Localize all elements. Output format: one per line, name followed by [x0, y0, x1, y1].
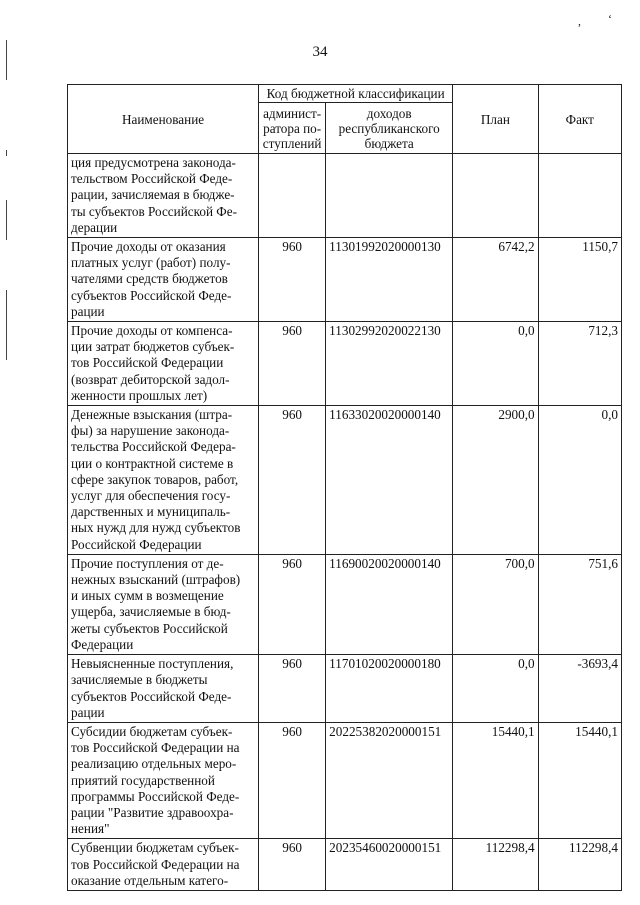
table-body	[68, 154, 622, 891]
page-number: 34	[312, 44, 328, 60]
cell-plan: 112298,4	[453, 839, 538, 891]
cell-plan: 700,0	[453, 554, 538, 654]
cell-fact: -3693,4	[538, 655, 621, 723]
cell-income-code: 11701020020000180	[326, 655, 453, 723]
cell-administrator: 960	[259, 406, 326, 555]
cell-name: Денежные взыскания (штра- фы) за нарушение законода- тельства Российской Федера- ции о контрактной системе в сфере закупок товаров, работ, услуг для обеспечения госу- дарственных и муниципаль- ных нужд для нужд субъектов Российской Федерации	[68, 406, 259, 555]
budget-table	[67, 84, 622, 891]
table-row	[68, 722, 622, 838]
cell-income-code: 20235460020000151	[326, 839, 453, 891]
cell-plan	[453, 154, 538, 238]
cell-plan: 2900,0	[453, 406, 538, 555]
cell-name: Прочие поступления от де- нежных взысканий (штрафов) и иных сумм в возмещение ущерба, зачисляемые в бюд- жеты субъектов Российской Федерации	[68, 554, 259, 654]
cell-fact: 0,0	[538, 406, 621, 555]
cell-name: Субсидии бюджетам субъек- тов Российской Федерации на реализацию отдельных меро- приятий государственной программы Российской Феде- рации "Развитие здравоохра- нения"	[68, 722, 259, 838]
header-plan: План	[453, 85, 538, 154]
cell-plan: 0,0	[453, 655, 538, 723]
table-row	[68, 238, 622, 322]
scan-dot: ,	[578, 14, 581, 28]
table-row	[68, 554, 622, 654]
cell-income-code: 20225382020000151	[326, 722, 453, 838]
cell-fact: 1150,7	[538, 238, 621, 322]
cell-fact: 751,6	[538, 554, 621, 654]
cell-fact: 15440,1	[538, 722, 621, 838]
table-row	[68, 322, 622, 406]
cell-name: Невыясненные поступления, зачисляемые в бюджеты субъектов Российской Феде- рации	[68, 655, 259, 723]
cell-administrator: 960	[259, 554, 326, 654]
cell-income-code: 11633020020000140	[326, 406, 453, 555]
cell-plan: 0,0	[453, 322, 538, 406]
cell-administrator: 960	[259, 322, 326, 406]
cell-fact: 712,3	[538, 322, 621, 406]
cell-income-code: 11690020020000140	[326, 554, 453, 654]
table-row	[68, 839, 622, 891]
header-kbk: Код бюджетной классификации	[259, 85, 453, 103]
cell-income-code	[326, 154, 453, 238]
scan-mark	[6, 150, 7, 156]
cell-name: Прочие доходы от оказания платных услуг (работ) полу- чателями средств бюджетов субъектов Российской Феде- рации	[68, 238, 259, 322]
cell-administrator: 960	[259, 839, 326, 891]
table-row	[68, 154, 622, 238]
cell-plan: 6742,2	[453, 238, 538, 322]
cell-name: Субвенции бюджетам субъек- тов Российской Федерации на оказание отдельным катего-	[68, 839, 259, 891]
cell-name: ция предусмотрена законода- тельством Российской Феде- рации, зачисляемая в бюдже- ты субъектов Российской Фе- дерации	[68, 154, 259, 238]
cell-administrator: 960	[259, 655, 326, 723]
header-income: доходов республиканского бюджета	[326, 103, 453, 154]
scan-mark	[6, 290, 7, 360]
cell-plan: 15440,1	[453, 722, 538, 838]
cell-income-code: 11301992020000130	[326, 238, 453, 322]
scan-dot: ‘	[608, 12, 612, 26]
table-row	[68, 406, 622, 555]
cell-fact	[538, 154, 621, 238]
cell-income-code: 11302992020022130	[326, 322, 453, 406]
cell-administrator: 960	[259, 238, 326, 322]
header-administrator: админист- ратора по- ступлений	[259, 103, 326, 154]
scan-mark	[6, 200, 7, 240]
header-fact: Факт	[538, 85, 621, 154]
cell-name: Прочие доходы от компенса- ции затрат бюджетов субъек- тов Российской Федерации (возврат дебиторской задол- женности прошлых лет)	[68, 322, 259, 406]
cell-fact: 112298,4	[538, 839, 621, 891]
table-row	[68, 655, 622, 723]
header-name: Наименование	[68, 85, 259, 154]
cell-administrator: 960	[259, 722, 326, 838]
cell-administrator	[259, 154, 326, 238]
